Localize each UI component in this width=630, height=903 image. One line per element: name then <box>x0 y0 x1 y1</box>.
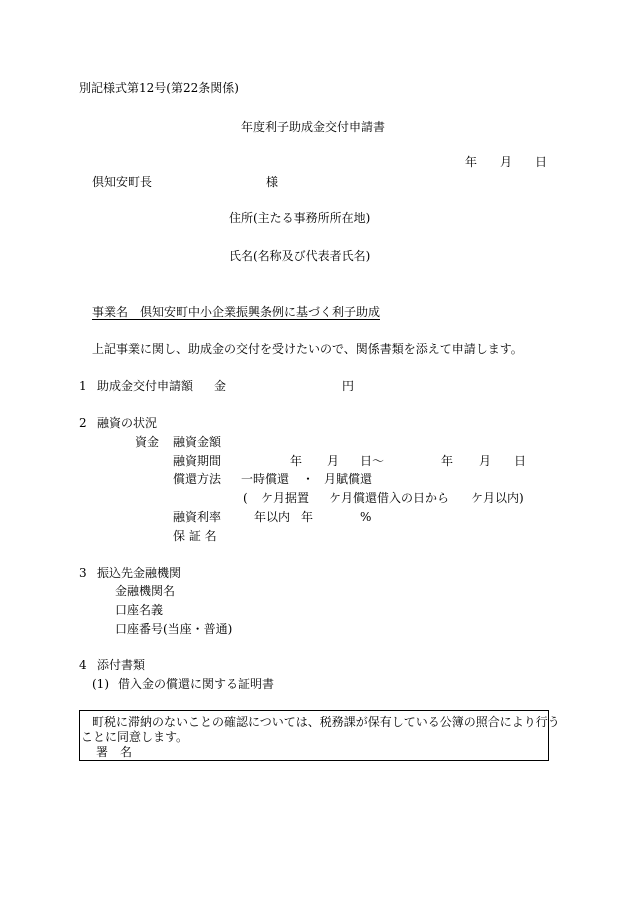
months-deferred: ケ月据置 <box>261 491 310 505</box>
name-label: 氏名(名称及び代表者氏名) <box>229 249 371 263</box>
months-within: ケ月以内) <box>471 491 524 505</box>
deferment-open: ( <box>243 491 248 505</box>
section3-number: 3 <box>79 566 87 580</box>
section1-kin: 金 <box>214 379 227 393</box>
section3-label: 振込先金融機関 <box>97 566 182 580</box>
consent-signature-label: 署 名 <box>96 745 133 759</box>
addressee-name: 倶知安町長 <box>92 175 153 189</box>
form-label: 別記様式第12号(第22条関係) <box>79 81 239 95</box>
project-line <box>92 306 380 320</box>
rate-year: 年 <box>301 510 314 524</box>
date-year: 年 <box>465 155 478 169</box>
repay-separator: ・ <box>302 472 315 486</box>
period-from-year: 年 <box>290 454 303 468</box>
project-label: 事業名 <box>92 305 129 319</box>
addressee-honorific: 様 <box>266 175 279 189</box>
form-title: 年度利子助成金交付申請書 <box>241 120 386 134</box>
project-value: 倶知安町中小企業振興条例に基づく利子助成 <box>140 305 381 319</box>
date-day: 日 <box>535 155 548 169</box>
section4-label: 添付書類 <box>97 658 146 672</box>
period-to-year: 年 <box>441 454 454 468</box>
rate-percent: % <box>360 510 372 524</box>
section1-en: 円 <box>342 379 355 393</box>
months-repay: ケ月償還借入の日から <box>329 491 450 505</box>
section4-number: 4 <box>79 658 87 672</box>
section2-number: 2 <box>79 416 87 430</box>
bank-name-label: 金融機関名 <box>115 584 176 598</box>
attachment-item-number: (1) <box>92 677 109 691</box>
period-to-day: 日 <box>514 454 527 468</box>
address-label: 住所(主たる事務所所在地) <box>229 211 371 225</box>
account-number-label: 口座番号(当座・普通) <box>115 622 233 636</box>
period-to-month: 月 <box>479 454 492 468</box>
account-name-label: 口座名義 <box>115 603 164 617</box>
date-month: 月 <box>500 155 513 169</box>
loan-period-label: 融資期間 <box>173 454 222 468</box>
intro-text: 上記事業に関し、助成金の交付を受けたいので、関係書類を添えて申請します。 <box>92 342 523 356</box>
section2-shikin: 資金 <box>135 435 160 449</box>
period-from-month: 月 <box>327 454 340 468</box>
period-from-day: 日〜 <box>360 454 385 468</box>
guarantor-label: 保 証 名 <box>173 529 217 543</box>
repayment-method-label: 償還方法 <box>173 472 222 486</box>
section2-label: 融資の状況 <box>97 416 158 430</box>
consent-line-1: 町税に滞納のないことの確認については、税務課が保有している公簿の照合により行う <box>92 715 560 729</box>
consent-line-2: ことに同意します。 <box>81 730 189 744</box>
section1-label: 助成金交付申請額 <box>97 379 194 393</box>
rate-within: 年以内 <box>254 510 291 524</box>
repay-monthly: 月賦償還 <box>324 472 373 486</box>
interest-rate-label: 融資利率 <box>173 510 222 524</box>
attachment-item-1: 借入金の償還に関する証明書 <box>118 677 275 691</box>
repay-lump: 一時償還 <box>241 472 290 486</box>
loan-amount-label: 融資金額 <box>173 435 222 449</box>
section1-number: 1 <box>79 379 87 393</box>
